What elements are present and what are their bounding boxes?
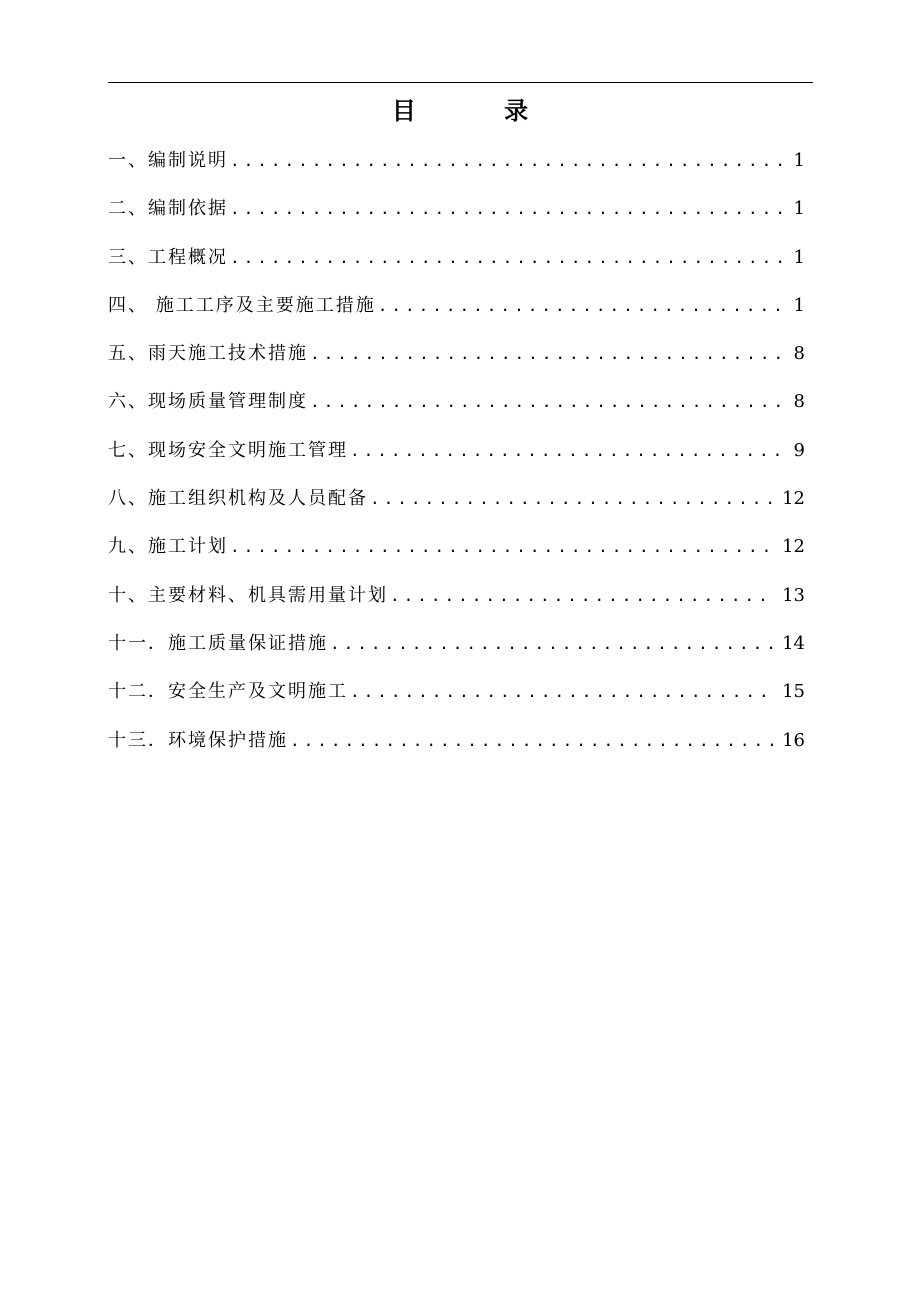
toc-dot-leader bbox=[230, 141, 783, 181]
toc-entry-label: 十二．安全生产及文明施工 bbox=[108, 681, 348, 703]
toc-entry-page: 8 bbox=[793, 343, 805, 365]
toc-entry-label: 六、现场质量管理制度 bbox=[108, 391, 308, 413]
toc-title: 目 录 bbox=[391, 96, 569, 125]
toc-dot-leader bbox=[230, 527, 774, 567]
toc-entry-page: 8 bbox=[793, 391, 805, 413]
toc-entry[interactable] bbox=[108, 382, 813, 430]
toc-entry[interactable] bbox=[108, 141, 813, 189]
toc-entry[interactable] bbox=[108, 238, 813, 286]
toc-dot-leader bbox=[310, 382, 783, 422]
toc-entry-page: 12 bbox=[782, 536, 805, 558]
toc-entry-label: 五、雨天施工技术措施 bbox=[108, 343, 308, 365]
toc-dot-leader bbox=[350, 431, 783, 471]
toc-entry[interactable] bbox=[108, 189, 813, 237]
toc-entry[interactable] bbox=[108, 527, 813, 575]
toc-dot-leader bbox=[378, 286, 783, 326]
toc-entry[interactable] bbox=[108, 334, 813, 382]
toc-entry-label: 十、主要材料、机具需用量计划 bbox=[108, 584, 388, 606]
toc-dot-leader bbox=[230, 238, 783, 278]
toc-entry-page: 12 bbox=[782, 488, 805, 510]
toc-entry[interactable] bbox=[108, 286, 813, 334]
toc-dot-leader bbox=[390, 576, 774, 616]
toc-entry-page: 1 bbox=[793, 150, 805, 171]
header-rule bbox=[108, 82, 813, 83]
toc-entry-page: 1 bbox=[793, 246, 805, 268]
toc-entry[interactable] bbox=[108, 721, 813, 769]
toc-entry-label: 四、 施工工序及主要施工措施 bbox=[108, 294, 376, 316]
toc-entry-page: 14 bbox=[782, 632, 805, 654]
toc-entry-label: 十三．环境保护措施 bbox=[108, 729, 288, 751]
toc-dot-leader bbox=[230, 189, 783, 229]
toc-entry-label: 八、施工组织机构及人员配备 bbox=[108, 488, 368, 510]
toc-entry-page: 1 bbox=[793, 294, 805, 316]
toc-list bbox=[108, 141, 813, 769]
toc-dot-leader bbox=[290, 721, 774, 761]
toc-entry-page: 1 bbox=[793, 198, 805, 220]
toc-entry-page: 9 bbox=[793, 439, 805, 461]
toc-dot-leader bbox=[370, 479, 774, 519]
toc-entry-label: 九、施工计划 bbox=[108, 536, 228, 558]
toc-entry[interactable] bbox=[108, 576, 813, 624]
toc-dot-leader bbox=[330, 624, 774, 664]
toc-entry[interactable] bbox=[108, 431, 813, 479]
toc-dot-leader bbox=[310, 334, 783, 374]
toc-entry[interactable] bbox=[108, 624, 813, 672]
toc-entry-label: 一、编制说明 bbox=[108, 150, 228, 171]
toc-entry-page: 13 bbox=[782, 584, 805, 606]
toc-entry-label: 七、现场安全文明施工管理 bbox=[108, 439, 348, 461]
toc-entry-label: 十一．施工质量保证措施 bbox=[108, 632, 328, 654]
toc-entry-label: 二、编制依据 bbox=[108, 198, 228, 220]
toc-entry[interactable] bbox=[108, 479, 813, 527]
toc-entry[interactable] bbox=[108, 672, 813, 720]
toc-entry-page: 16 bbox=[782, 729, 805, 751]
toc-entry-label: 三、工程概况 bbox=[108, 246, 228, 268]
toc-dot-leader bbox=[350, 672, 774, 712]
toc-entry-page: 15 bbox=[782, 681, 805, 703]
